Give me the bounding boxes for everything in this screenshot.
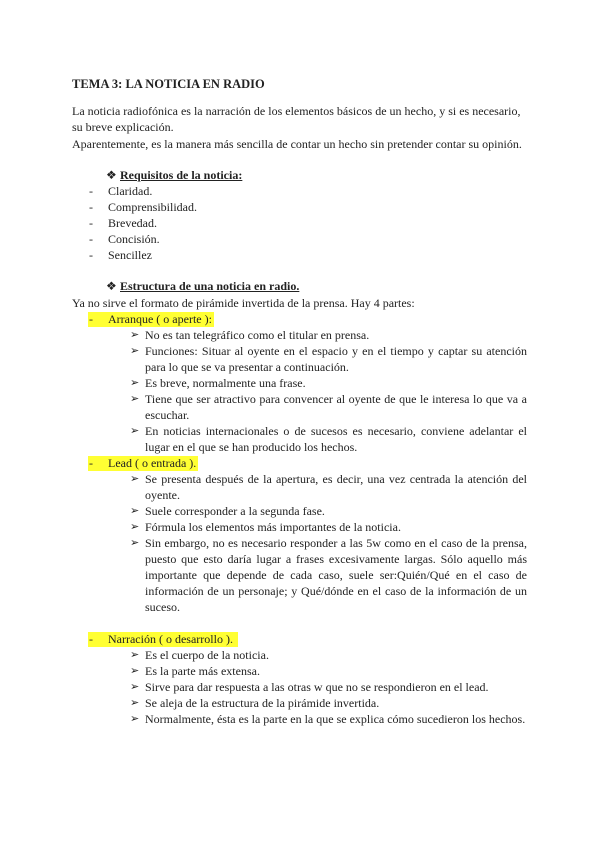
- narracion-point: Se aleja de la estructura de la pirámide invertida.: [145, 696, 380, 710]
- part-label-arranque: Arranque ( o aperte ):: [108, 312, 212, 326]
- narracion-point: Es el cuerpo de la noticia.: [145, 648, 269, 662]
- dash-bullet: -: [89, 216, 93, 230]
- arrow-bullet-icon: ➢: [130, 329, 140, 341]
- arrow-bullet-icon: ➢: [130, 537, 140, 549]
- arranque-point: Tiene que ser atractivo para convencer al oyente de que le interesa lo que va a escuchar.: [145, 392, 527, 422]
- arranque-point: Es breve, normalmente una frase.: [145, 376, 306, 390]
- arrow-bullet-icon: ➢: [130, 665, 140, 677]
- requisito-item: Sencillez: [108, 248, 152, 262]
- arrow-bullet-icon: ➢: [130, 425, 140, 437]
- arranque-point: No es tan telegráfico como el titular en prensa.: [145, 328, 370, 342]
- arrow-bullet-icon: ➢: [130, 713, 140, 725]
- part-label-lead: Lead ( o entrada ).: [108, 456, 197, 470]
- diamond-bullet-icon: ❖: [106, 168, 117, 182]
- lead-point: Suele corresponder a la segunda fase.: [145, 504, 325, 518]
- lead-point: Fórmula los elementos más importantes de la noticia.: [145, 520, 401, 534]
- dash-bullet: -: [89, 248, 93, 262]
- section-heading-requisitos: [106, 167, 242, 183]
- dash-bullet: -: [89, 200, 93, 214]
- arranque-point: Funciones: Situar al oyente en el espacio y en el tiempo y captar su atención para lo que se va presentar a continuación.: [145, 344, 527, 374]
- arrow-bullet-icon: ➢: [130, 505, 140, 517]
- arrow-bullet-icon: ➢: [130, 697, 140, 709]
- section-heading-estructura: [106, 278, 299, 294]
- requisito-item: Concisión.: [108, 232, 160, 246]
- lead-point: Sin embargo, no es necesario responder a las 5w como en el caso de la prensa, puesto que esto daría lugar a frases excesivamente largas. Sólo aquello más importante que depende de cada caso, suele ser:Quién/Qué en el caso de información de un personaje; y Qué/dónde en el caso de la información de un suceso.: [145, 536, 527, 614]
- section-heading-text: Estructura de una noticia en radio.: [120, 279, 300, 293]
- dash-bullet: -: [89, 456, 93, 470]
- arrow-bullet-icon: ➢: [130, 649, 140, 661]
- arranque-point: En noticias internacionales o de sucesos es necesario, conviene adelantar el lugar en el que se han producido los hechos.: [145, 424, 527, 454]
- arrow-bullet-icon: ➢: [130, 393, 140, 405]
- dash-bullet: -: [89, 232, 93, 246]
- narracion-point: Normalmente, ésta es la parte en la que se explica cómo sucedieron los hechos.: [145, 712, 526, 726]
- page-title: TEMA 3: LA NOTICIA EN RADIO: [72, 77, 265, 91]
- requisito-item: Brevedad.: [108, 216, 157, 230]
- dash-bullet: -: [89, 632, 93, 646]
- estructura-intro: Ya no sirve el formato de pirámide invertida de la prensa. Hay 4 partes:: [72, 296, 415, 310]
- requisito-item: Claridad.: [108, 184, 153, 198]
- arrow-bullet-icon: ➢: [130, 345, 140, 357]
- intro-paragraph-2: Aparentemente, es la manera más sencilla de contar un hecho sin pretender contar su opinión.: [72, 137, 522, 151]
- lead-point: Se presenta después de la apertura, es decir, una vez centrada la atención del oyente.: [145, 472, 527, 502]
- part-label-narracion: Narración ( o desarrollo ).: [108, 632, 233, 646]
- section-heading-text: Requisitos de la noticia:: [120, 168, 243, 182]
- arrow-bullet-icon: ➢: [130, 521, 140, 533]
- diamond-bullet-icon: ❖: [106, 279, 117, 293]
- narracion-point: Es la parte más extensa.: [145, 664, 260, 678]
- arrow-bullet-icon: ➢: [130, 377, 140, 389]
- dash-bullet: -: [89, 184, 93, 198]
- arrow-bullet-icon: ➢: [130, 681, 140, 693]
- narracion-point: Sirve para dar respuesta a las otras w que no se respondieron en el lead.: [145, 680, 489, 694]
- intro-paragraph-1: La noticia radiofónica es la narración de los elementos básicos de un hecho, y si es necesario, su breve explicación.: [72, 104, 521, 134]
- requisito-item: Comprensibilidad.: [108, 200, 197, 214]
- arrow-bullet-icon: ➢: [130, 473, 140, 485]
- dash-bullet: -: [89, 312, 93, 326]
